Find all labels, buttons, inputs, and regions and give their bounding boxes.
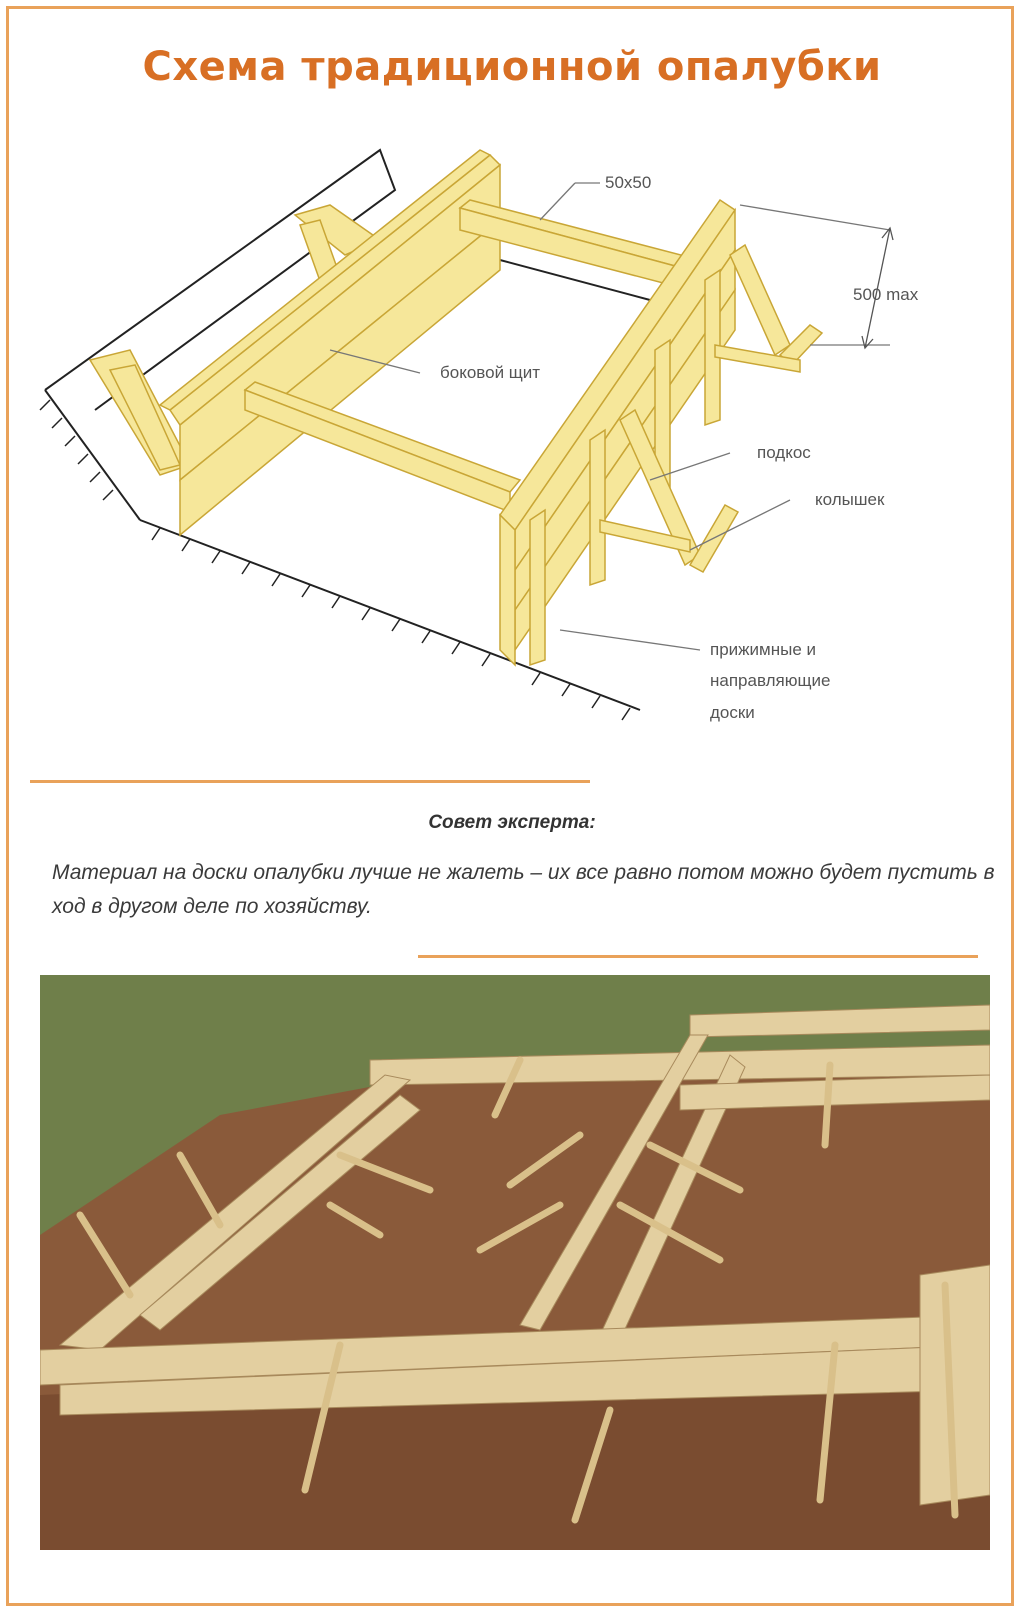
expert-tip-heading: Совет эксперта: — [428, 812, 596, 833]
brace-label: подкос — [757, 443, 811, 462]
guide-board — [590, 430, 605, 585]
divider-right — [418, 955, 978, 958]
page-title: Схема традиционной опалубки — [142, 44, 882, 90]
boards-label-line3: доски — [710, 703, 755, 722]
side-panel-label: боковой щит — [440, 363, 541, 382]
boards-label-line2: направляющие — [710, 671, 831, 690]
guide-board — [530, 510, 545, 665]
stake-label: колышек — [815, 490, 885, 509]
formwork-diagram — [0, 120, 1024, 760]
boards-label-line1: прижимные и — [710, 640, 816, 659]
formwork-photo — [40, 975, 990, 1550]
right-brace-back — [730, 245, 790, 355]
expert-tip-text: Материал на доски опалубки лучше не жалеть – их все равно потом можно будет пустить в ход в другом деле по хозяйству. — [52, 861, 995, 918]
height-max-label: 500 max — [853, 285, 919, 304]
divider-left — [30, 780, 590, 783]
right-side-panel-board — [500, 515, 515, 665]
beam-size-label: 50x50 — [605, 173, 652, 192]
cross-spacer-bottom-face — [245, 390, 510, 512]
formwork-timber — [90, 150, 822, 665]
